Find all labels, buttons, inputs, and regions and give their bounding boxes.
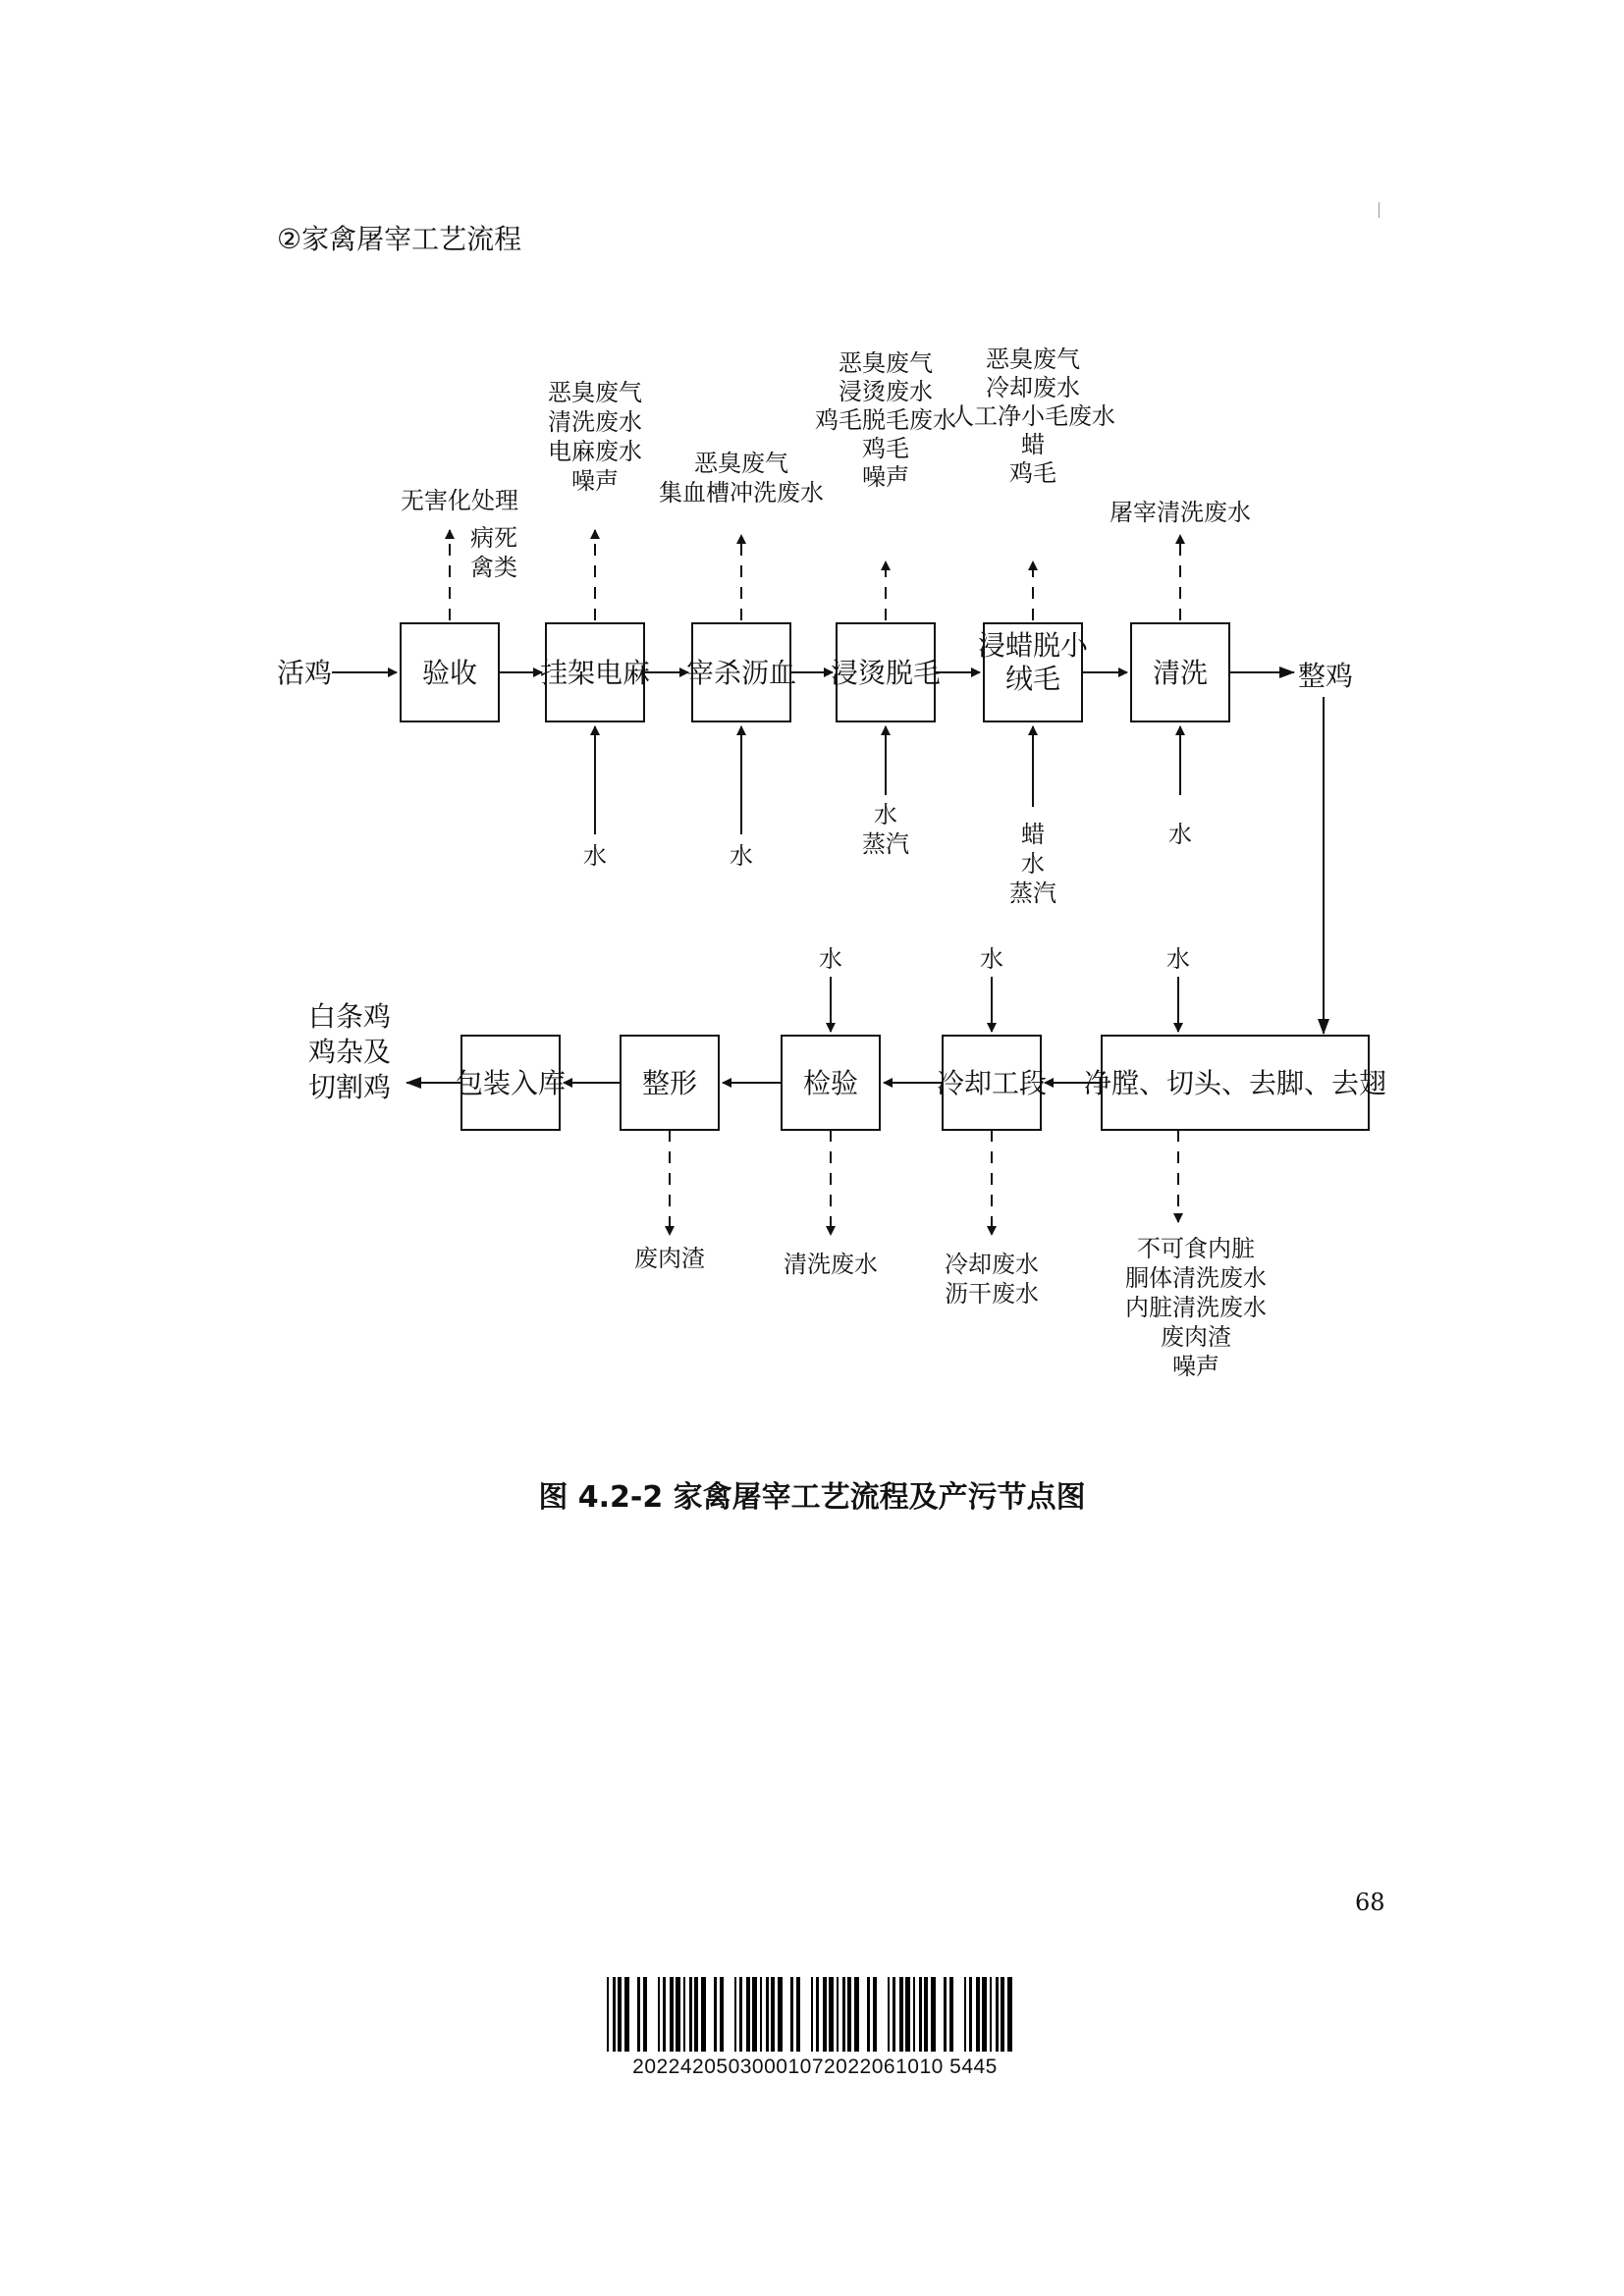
waste-jinla: 蜡 — [1021, 431, 1045, 458]
barcode-bar — [969, 1977, 972, 2052]
waste-zaisha: 集血槽冲洗废水 — [659, 479, 824, 507]
barcode-bar — [990, 1977, 992, 2052]
barcode-bar — [982, 1977, 987, 2052]
barcode-bar — [847, 1977, 851, 2052]
input-jintang: 蒸汽 — [862, 830, 909, 858]
input-live-chicken: 活鸡 — [276, 657, 333, 689]
waste-jingtang: 废肉渣 — [1161, 1323, 1231, 1351]
barcode-bar — [823, 1977, 827, 2052]
barcode-bar — [905, 1977, 910, 2052]
barcode-bar — [837, 1977, 839, 2052]
barcode-bar — [919, 1977, 922, 2052]
barcode-bar — [913, 1977, 915, 2052]
box-jinla-label: 浸蜡脱小 — [977, 629, 1089, 662]
barcode-bar — [739, 1977, 742, 2052]
waste-jinla: 冷却废水 — [986, 374, 1080, 401]
input-jinla: 水 — [1021, 850, 1045, 878]
barcode-bar — [676, 1977, 680, 2052]
waste-jinla: 恶臭废气 — [986, 346, 1080, 373]
barcode-bar — [944, 1977, 947, 2052]
box-jianyan-label: 检验 — [802, 1067, 859, 1099]
input-jianyan: 水 — [819, 945, 842, 973]
waste-guajia: 清洗废水 — [548, 408, 642, 436]
barcode-bar — [924, 1977, 928, 2052]
waste-guajia: 噪声 — [571, 467, 619, 495]
input-jingtang: 水 — [1166, 945, 1190, 973]
barcode-bar — [683, 1977, 685, 2052]
barcode-bar — [613, 1977, 616, 2052]
figure-caption: 图 4.2-2 家禽屠宰工艺流程及产污节点图 — [538, 1480, 1086, 1515]
output-final-products: 切割鸡 — [307, 1071, 392, 1103]
barcode-bar — [811, 1977, 813, 2052]
box-lengque-label: 冷却工段 — [936, 1067, 1048, 1099]
input-jinla: 蜡 — [1021, 821, 1045, 848]
barcode — [607, 1977, 1019, 2052]
note-dead-poultry: 病死 — [470, 524, 517, 552]
waste-jintang: 浸烫废水 — [839, 378, 933, 405]
barcode-bar — [694, 1977, 698, 2052]
barcode-bar — [899, 1977, 903, 2052]
barcode-bar — [796, 1977, 800, 2052]
barcode-bar — [1001, 1977, 1004, 2052]
input-qingxi: 水 — [1168, 821, 1192, 848]
input-guajia: 水 — [583, 842, 607, 870]
waste-jingtang: 不可食内脏 — [1137, 1235, 1255, 1262]
barcode-bar — [1007, 1977, 1012, 2052]
barcode-bar — [778, 1977, 783, 2052]
waste-jintang: 恶臭废气 — [839, 349, 933, 377]
waste-yanshou: 无害化处理 — [401, 487, 518, 514]
waste-jingtang: 噪声 — [1172, 1353, 1219, 1380]
waste-jintang: 鸡毛脱毛废水 — [815, 406, 956, 434]
box-guajia-label: 挂架电麻 — [539, 657, 651, 689]
waste-jintang: 噪声 — [862, 463, 909, 491]
box-yanshou-label: 验收 — [421, 657, 478, 689]
waste-qingxi: 屠宰清洗废水 — [1110, 499, 1251, 526]
box-qingxi-label: 清洗 — [1152, 657, 1209, 689]
barcode-bar — [976, 1977, 980, 2052]
waste-jianyan: 清洗废水 — [784, 1251, 878, 1278]
input-lengque: 水 — [980, 945, 1003, 973]
waste-lengque: 冷却废水 — [945, 1251, 1039, 1278]
barcode-bar — [637, 1977, 640, 2052]
barcode-bar — [931, 1977, 936, 2052]
barcode-bar — [720, 1977, 724, 2052]
barcode-bar — [752, 1977, 757, 2052]
input-zaisha: 水 — [730, 842, 753, 870]
waste-jingtang: 胴体清洗废水 — [1125, 1264, 1267, 1292]
barcode-bar — [964, 1977, 966, 2052]
barcode-bar — [771, 1977, 775, 2052]
barcode-bar — [816, 1977, 819, 2052]
box-jingtang-label: 净膛、切头、去脚、去翅 — [1083, 1067, 1387, 1099]
barcode-bar — [624, 1977, 629, 2052]
barcode-bar — [873, 1977, 877, 2052]
barcode-bar — [643, 1977, 647, 2052]
waste-jingtang: 内脏清洗废水 — [1125, 1294, 1267, 1321]
waste-guajia: 电麻废水 — [548, 438, 642, 465]
section-heading: ②家禽屠宰工艺流程 — [277, 223, 522, 255]
waste-zhengxing: 废肉渣 — [634, 1245, 705, 1272]
box-baozhuang-label: 包装入库 — [455, 1067, 567, 1099]
barcode-bar — [734, 1977, 736, 2052]
flow-boxes — [401, 623, 1369, 1130]
page-number: 68 — [1355, 1889, 1385, 1916]
barcode-bar — [658, 1977, 660, 2052]
box-jintang-label: 浸烫脱毛 — [830, 657, 942, 689]
waste-lengque: 沥干废水 — [945, 1280, 1039, 1308]
note-dead-poultry: 禽类 — [470, 554, 517, 581]
waste-jinla: 人工净小毛废水 — [950, 402, 1115, 430]
input-jintang: 水 — [874, 801, 897, 828]
barcode-bar — [790, 1977, 793, 2052]
barcode-bar — [766, 1977, 769, 2052]
box-zhengxing-label: 整形 — [641, 1067, 698, 1099]
barcode-bar — [888, 1977, 890, 2052]
barcode-bar — [842, 1977, 845, 2052]
barcode-bar — [760, 1977, 762, 2052]
barcode-bar — [663, 1977, 666, 2052]
barcode-bar — [746, 1977, 750, 2052]
barcode-bar — [689, 1977, 692, 2052]
barcode-bar — [996, 1977, 999, 2052]
barcode-bar — [893, 1977, 895, 2052]
barcode-bar — [670, 1977, 674, 2052]
barcode-bar — [867, 1977, 870, 2052]
waste-jintang: 鸡毛 — [862, 435, 909, 462]
waste-zaisha: 恶臭废气 — [694, 450, 788, 477]
barcode-number: 20224205030001072022061010 5445 — [632, 2056, 998, 2078]
waste-guajia: 恶臭废气 — [548, 379, 642, 406]
output-final-products: 白条鸡 — [307, 1000, 392, 1033]
barcode-bar — [854, 1977, 859, 2052]
barcode-bar — [829, 1977, 834, 2052]
barcode-bar — [618, 1977, 622, 2052]
barcode-bar — [607, 1977, 609, 2052]
box-zaisha-label: 宰杀沥血 — [685, 657, 797, 689]
input-jinla: 蒸汽 — [1009, 880, 1056, 907]
barcode-bar — [701, 1977, 706, 2052]
output-whole-chicken: 整鸡 — [1297, 660, 1354, 692]
barcode-bar — [714, 1977, 717, 2052]
box-jinla-label: 绒毛 — [1004, 663, 1061, 695]
barcode-bar — [949, 1977, 953, 2052]
waste-jinla: 鸡毛 — [1009, 459, 1056, 487]
output-final-products: 鸡杂及 — [307, 1036, 392, 1068]
